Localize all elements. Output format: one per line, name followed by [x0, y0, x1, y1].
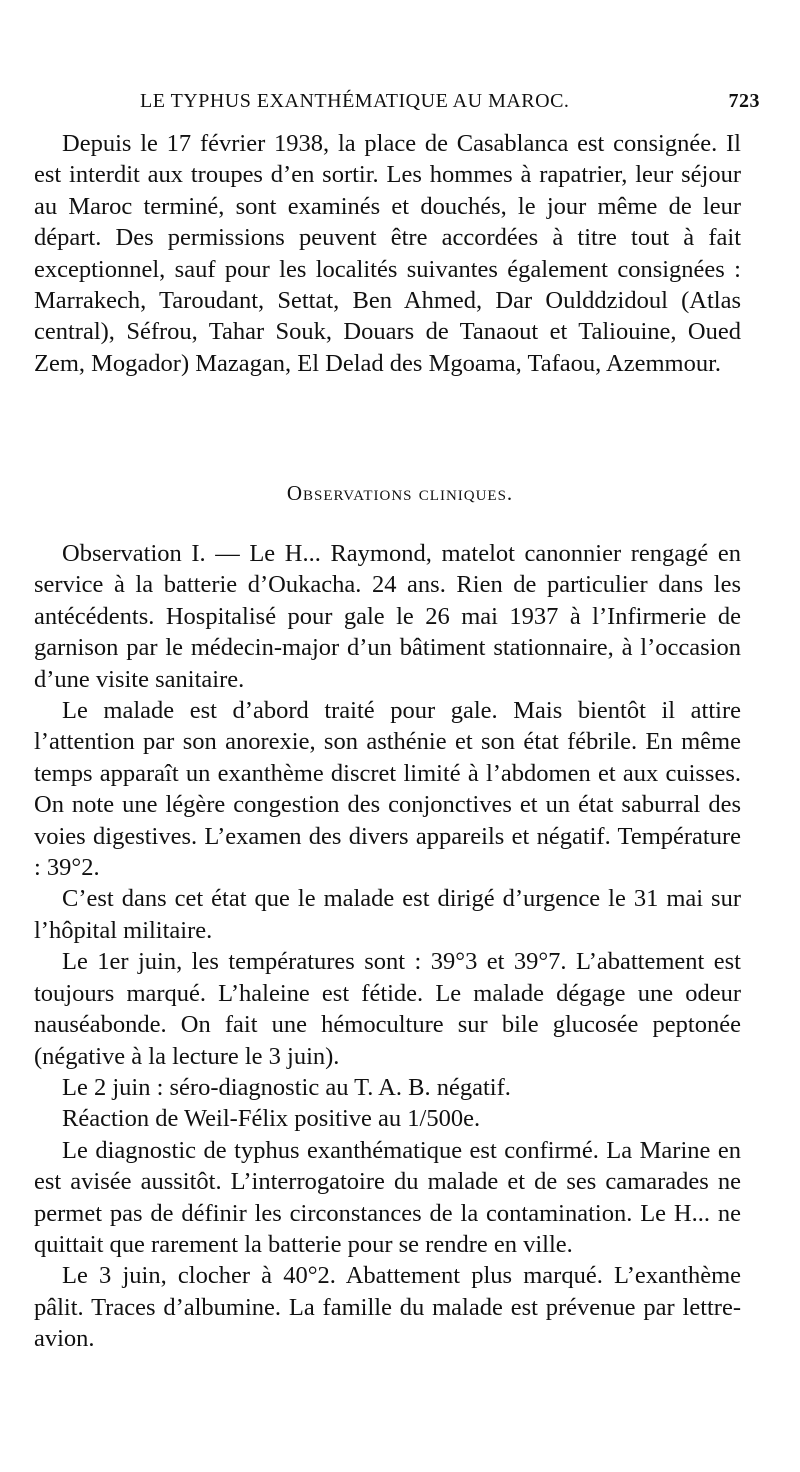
- observation-section: [34, 538, 741, 1355]
- observation-paragraph-8: Le 3 juin, clocher à 40°2. Abattement plus marqué. L’exanthème pâlit. Traces d’albumine. La famille du malade est prévenue par lettre-avion.: [34, 1262, 741, 1353]
- running-title: LE TYPHUS EXANTHÉMATIQUE AU MAROC.: [140, 90, 570, 112]
- intro-paragraph: Depuis le 17 février 1938, la place de Casablanca est consignée. Il est interdit aux troupes d’en sortir. Les hommes à rapatrier, leur séjour au Maroc terminé, sont examinés et douchés, le jour même de leur départ. Des permissions peuvent être accordées à titre tout à fait exceptionnel, sauf pour les localités suivantes également consignées : Marrakech, Taroudant, Settat, Ben Ahmed, Dar Oulddzidoul (Atlas central), Séfrou, Tahar Souk, Douars de Tanaout et Taliouine, Oued Zem, Mogador) Mazagan, El Delad des Mgoama, Tafaou, Azemmour.: [34, 130, 741, 377]
- observation-paragraph-5: Le 2 juin : séro-diagnostic au T. A. B. négatif.: [62, 1073, 511, 1101]
- observation-paragraph-6: Réaction de Weil-Félix positive au 1/500e.: [62, 1105, 481, 1133]
- observation-paragraph-2: Le malade est d’abord traité pour gale. Mais bientôt il attire l’attention par son anorexie, son asthénie et son état fébrile. En même temps apparaît un exanthème discret limité à l’abdomen et aux cuisses. On note une légère congestion des conjonctives et un état saburral des voies digestives. L’examen des divers appareils et négatif. Température : 39°2.: [34, 697, 741, 882]
- observation-paragraph-4: Le 1er juin, les températures sont : 39°3 et 39°7. L’abattement est toujours marqué. L’haleine est fétide. Le malade dégage une odeur nauséabonde. On fait une hémoculture sur bile glucosée peptonée (négative à la lecture le 3 juin).: [34, 948, 741, 1070]
- observation-paragraph-7: Le diagnostic de typhus exanthématique est confirmé. La Marine en est avisée aussitôt. L’interrogatoire du malade et de ses camarades ne permet pas de définir les circonstances de la contamination. Le H... ne quittait que rarement la batterie pour se rendre en ville.: [34, 1136, 741, 1258]
- page-number: 723: [728, 90, 760, 112]
- observation-paragraph-3: C’est dans cet état que le malade est dirigé d’urgence le 31 mai sur l’hôpital militaire.: [34, 885, 741, 944]
- section-heading: Observations cliniques.: [286, 481, 514, 505]
- running-header: [140, 90, 760, 120]
- observation-paragraph-1: Observation I. — Le H... Raymond, matelot canonnier rengagé en service à la batterie d’Oukacha. 24 ans. Rien de particulier dans les antécédents. Hospitalisé pour gale le 26 mai 1937 à l’Infirmerie de garnison par le médecin-major d’un bâtiment stationnaire, à l’occasion d’une visite sanitaire.: [34, 540, 741, 693]
- intro-section: [34, 128, 741, 379]
